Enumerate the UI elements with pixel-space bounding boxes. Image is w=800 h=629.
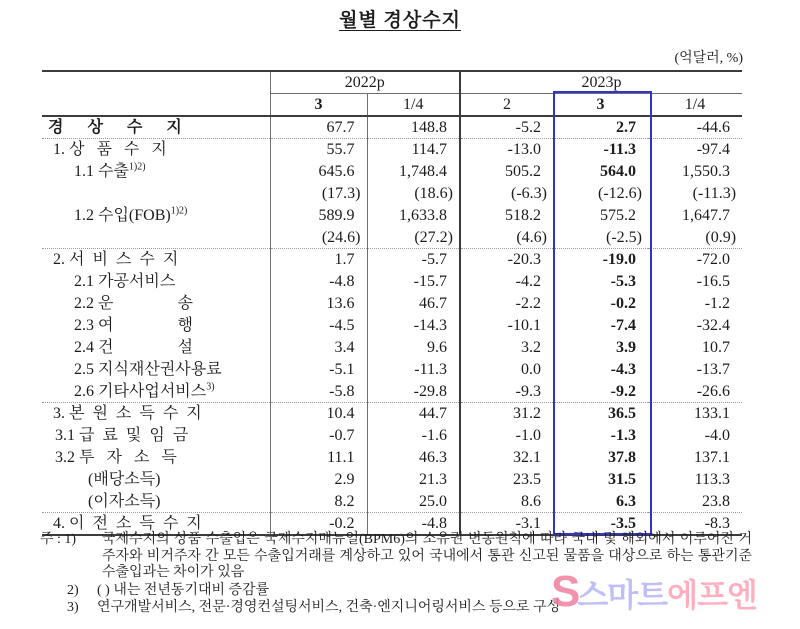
footnote-ref: 3): [206, 381, 215, 393]
value-cell: -0.7: [270, 425, 367, 447]
value-cell: 46.7: [419, 295, 447, 312]
value-cell: -16.5: [696, 273, 731, 290]
unit-note: (억달러, %): [674, 51, 743, 66]
value-cell: 6.3: [553, 491, 648, 513]
column-header-3: 2: [460, 94, 553, 117]
footnote-3-marker: 3): [67, 600, 79, 615]
value-cell: 518.2: [460, 205, 553, 227]
value-cell: -19.0: [602, 251, 636, 269]
value-cell: -26.6: [648, 381, 742, 403]
value-cell: -20.3: [460, 249, 553, 271]
footnote-ref: 1)2): [170, 205, 188, 217]
row-label: 2.1 가공서비스: [42, 271, 270, 293]
value-cell: 36.5: [608, 405, 636, 423]
value-cell: -1.2: [704, 295, 731, 312]
value-cell: -4.0: [704, 427, 731, 444]
column-header-2: 1/4: [367, 94, 460, 117]
table-row: [42, 271, 742, 293]
page-title: 월별 경상수지: [339, 10, 461, 31]
value-cell: -3.1: [460, 513, 553, 536]
year-group-2023p: 2023p: [460, 71, 742, 94]
value-cell: -0.2: [270, 513, 367, 536]
table-row: [42, 249, 742, 271]
value-cell: -29.8: [367, 381, 460, 403]
footnote-2-marker: 2): [67, 582, 79, 598]
value-cell: 8.2: [270, 491, 367, 513]
value-cell: (-2.5): [553, 227, 648, 249]
value-cell: -14.3: [413, 317, 447, 334]
value-cell: 46.3: [419, 449, 447, 466]
footnote-1-text: 국제수지의 상품 수출입은 국제수지매뉴얼(BPM6)의 소유권 변동원칙에 따라 국내 및 해외에서 이루어진 거주자와 비거주자 간 모든 수출입거래를 계상하고 있어 국내에서 통관 신고된 물품을 대상으로 하는 통관기준 수출입과는 차이가 있음: [102, 532, 752, 580]
value-cell: (18.6): [414, 185, 453, 202]
row-label: (이자소득): [42, 491, 270, 513]
table-row: [42, 337, 742, 359]
row-label: 2.4 건 설: [42, 337, 270, 359]
value-cell: -4.8: [367, 513, 460, 536]
value-cell: (-11.3): [692, 185, 737, 202]
value-cell: 25.0: [367, 491, 460, 513]
row-label: 3.1 급 료 및 임 금: [42, 425, 270, 447]
row-label: 1.1 수출$^{1)2)}$: [42, 161, 270, 183]
value-cell: -2.2: [460, 293, 553, 315]
value-cell: 1,633.8: [399, 207, 447, 224]
row-label: 경 상 수 지: [42, 116, 270, 139]
value-cell: -0.2: [610, 295, 636, 312]
value-cell: -72.0: [696, 251, 731, 269]
value-cell: -11.3: [603, 141, 636, 159]
value-cell: -32.4: [696, 317, 731, 334]
value-cell: 645.6: [270, 161, 367, 183]
table-row: [42, 205, 742, 227]
footnote-ref: 1)2): [128, 161, 146, 173]
row-label: [42, 183, 270, 205]
value-cell: -10.1: [460, 315, 553, 337]
value-cell: 10.7: [702, 339, 731, 356]
footnote-2-text: ( ) 내는 전년동기대비 증감률: [97, 582, 270, 598]
value-cell: (-6.3): [460, 183, 553, 205]
row-label: 4. 이 전 소 득 수 지: [42, 513, 270, 536]
value-cell: -4.3: [610, 361, 636, 378]
smartfn-watermark-logo: [551, 567, 757, 624]
value-cell: 3.4: [270, 337, 367, 359]
value-cell: -1.0: [460, 425, 553, 447]
table-row: [42, 293, 742, 315]
row-label: 2.2 운 송: [42, 293, 270, 315]
value-cell: 1.7: [270, 249, 367, 271]
value-cell: (17.3): [270, 183, 367, 205]
value-cell: 589.9: [270, 205, 367, 227]
value-cell: 133.1: [694, 405, 731, 423]
value-cell: 23.5: [460, 469, 553, 491]
value-cell: 114.7: [411, 141, 447, 159]
balance-table: [42, 70, 742, 536]
value-cell: -9.3: [460, 381, 553, 403]
row-label: 3. 본 원 소 득 수 지: [42, 403, 270, 425]
value-cell: 1,748.4: [399, 163, 447, 180]
value-cell: -97.4: [696, 141, 731, 159]
value-cell: 67.7: [270, 116, 367, 139]
table-row: [42, 381, 742, 403]
table-row: [42, 227, 742, 249]
value-cell: (4.6): [460, 227, 553, 249]
table-row: [42, 403, 742, 425]
value-cell: -15.7: [413, 273, 447, 290]
value-cell: 37.8: [608, 449, 636, 466]
watermark-fn-text: 에프엔: [667, 577, 757, 613]
value-cell: (24.6): [270, 227, 367, 249]
value-cell: 148.8: [367, 116, 460, 139]
table-row: [42, 469, 742, 491]
value-cell: 3.9: [616, 339, 636, 356]
value-cell: -5.3: [610, 273, 636, 290]
value-cell: 31.5: [608, 471, 636, 488]
value-cell: 11.1: [270, 447, 367, 469]
value-cell: -5.1: [270, 359, 367, 381]
value-cell: -9.2: [553, 381, 648, 403]
value-cell: 13.6: [270, 293, 367, 315]
value-cell: -5.8: [270, 381, 367, 403]
column-group-row: [42, 71, 742, 94]
value-cell: 2.9: [270, 469, 367, 491]
column-header-5: 1/4: [648, 94, 742, 117]
value-cell: 8.6: [460, 491, 553, 513]
value-cell: -4.2: [460, 271, 553, 293]
footnote-1-marker: 주 : 1): [40, 532, 77, 547]
table-row: [42, 161, 742, 183]
value-cell: 2.7: [553, 116, 648, 139]
value-cell: -5.7: [421, 251, 447, 269]
value-cell: (0.9): [648, 227, 742, 249]
value-cell: -44.6: [648, 116, 742, 139]
value-cell: 575.2: [600, 207, 636, 224]
row-label: 1.2 수입(FOB)$^{1)2)}$: [42, 205, 270, 227]
column-header-4: 3: [553, 94, 648, 117]
value-cell: 32.1: [460, 447, 553, 469]
value-cell: -11.3: [414, 361, 447, 378]
value-cell: 9.6: [427, 339, 447, 356]
watermark-smart-text: 스마트: [577, 577, 668, 613]
value-cell: -13.0: [460, 139, 553, 161]
table-row: [42, 183, 742, 205]
value-cell: -7.4: [610, 317, 636, 334]
value-cell: 113.3: [694, 471, 731, 488]
value-cell: 1,550.3: [682, 163, 731, 180]
table-row: [42, 139, 742, 161]
value-cell: 505.2: [460, 161, 553, 183]
value-cell: -3.5: [553, 513, 648, 536]
value-cell: -4.8: [270, 271, 367, 293]
value-cell: 137.1: [694, 449, 731, 466]
value-cell: -4.5: [270, 315, 367, 337]
value-cell: -8.3: [648, 513, 742, 536]
watermark-s-mark: S: [551, 567, 580, 616]
value-cell: -13.7: [696, 361, 731, 378]
value-cell: 0.0: [460, 359, 553, 381]
table-row: [42, 491, 742, 513]
table-row: [42, 359, 742, 381]
row-label: 3.2 투 자 소 득: [42, 447, 270, 469]
value-cell: -1.6: [421, 427, 447, 444]
value-cell: (-12.6): [598, 185, 642, 202]
row-label: 2.6 기타사업서비스$^{3)}$: [42, 381, 270, 403]
value-cell: 44.7: [419, 405, 447, 423]
value-cell: 55.7: [270, 139, 367, 161]
value-cell: -1.3: [610, 427, 636, 444]
balance-table-wrap: [42, 70, 742, 536]
row-label: 2.5 지식재산권사용료: [42, 359, 270, 381]
value-cell: 10.4: [270, 403, 367, 425]
value-cell: 23.8: [648, 491, 742, 513]
column-header-1: 3: [270, 94, 367, 117]
value-cell: 1,647.7: [682, 207, 731, 224]
row-label: 1. 상 품 수 지: [42, 139, 270, 161]
row-label: [42, 227, 270, 249]
value-cell: 31.2: [460, 403, 553, 425]
row-label: (배당소득): [42, 469, 270, 491]
value-cell: 21.3: [419, 471, 447, 488]
value-cell: (27.2): [367, 227, 460, 249]
label-column-header: [42, 71, 270, 116]
value-cell: -5.2: [460, 116, 553, 139]
value-cell: 3.2: [460, 337, 553, 359]
row-label: 2.3 여 행: [42, 315, 270, 337]
year-group-2022p: 2022p: [270, 71, 460, 94]
table-row: [42, 315, 742, 337]
row-label: 2. 서 비 스 수 지: [42, 249, 270, 271]
table-row: [42, 116, 742, 139]
value-cell: 564.0: [600, 163, 636, 180]
table-row: [42, 425, 742, 447]
footnote-3-text: 연구개발서비스, 전문·경영컨설팅서비스, 건축·엔지니어링서비스 등으로 구성: [97, 600, 561, 615]
table-row: [42, 447, 742, 469]
